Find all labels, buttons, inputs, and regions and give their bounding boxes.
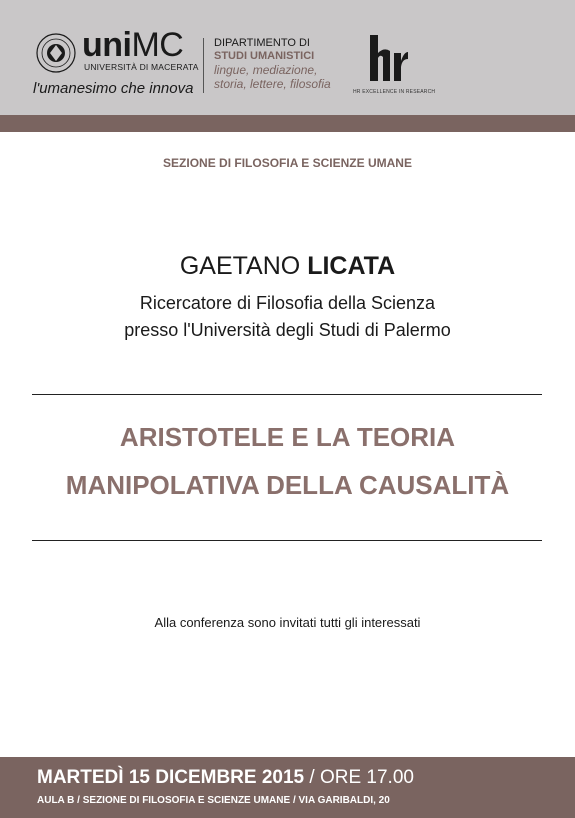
footer-banner bbox=[0, 757, 575, 818]
event-time: / ORE 17.00 bbox=[304, 767, 414, 788]
university-motto: l'umanesimo che innova bbox=[33, 80, 194, 97]
university-seal-icon bbox=[36, 33, 76, 73]
speaker-role-line2: presso l'Università degli Studi di Palermo bbox=[124, 320, 451, 340]
event-date: MARTEDÌ 15 DICEMBRE 2015 / ORE 17.00 bbox=[37, 767, 414, 788]
talk-title-line2: MANIPOLATIVA DELLA CAUSALITÀ bbox=[65, 470, 510, 500]
hr-excellence-caption: HR EXCELLENCE IN RESEARCH bbox=[353, 89, 436, 95]
header-divider bbox=[203, 38, 204, 93]
talk-title-line1: ARISTOTELE E LA TEORIA bbox=[119, 422, 456, 452]
university-name: UNIVERSITÀ DI MACERATA bbox=[84, 62, 199, 72]
speaker-name: GAETANO LICATA bbox=[179, 252, 396, 280]
section-heading: SEZIONE DI FILOSOFIA E SCIENZE UMANE bbox=[163, 156, 412, 170]
bottom-rule bbox=[32, 540, 542, 541]
speaker-role-line1: Ricercatore di Filosofia della Scienza bbox=[139, 293, 436, 313]
event-venue: AULA B / SEZIONE DI FILOSOFIA E SCIENZE UMANE / VIA GARIBALDI, 20 bbox=[37, 795, 390, 806]
top-rule bbox=[32, 394, 542, 395]
header-band bbox=[0, 115, 575, 132]
unimc-logo: uniMC bbox=[82, 26, 184, 64]
department-name: DIPARTIMENTO DI STUDI UMANISTICI lingue, mediazione, storia, lettere, filosofia bbox=[214, 37, 331, 91]
header-banner bbox=[0, 0, 575, 115]
hr-excellence-logo-icon bbox=[366, 33, 410, 83]
invitation-text: Alla conferenza sono invitati tutti gli interessati bbox=[154, 615, 421, 630]
